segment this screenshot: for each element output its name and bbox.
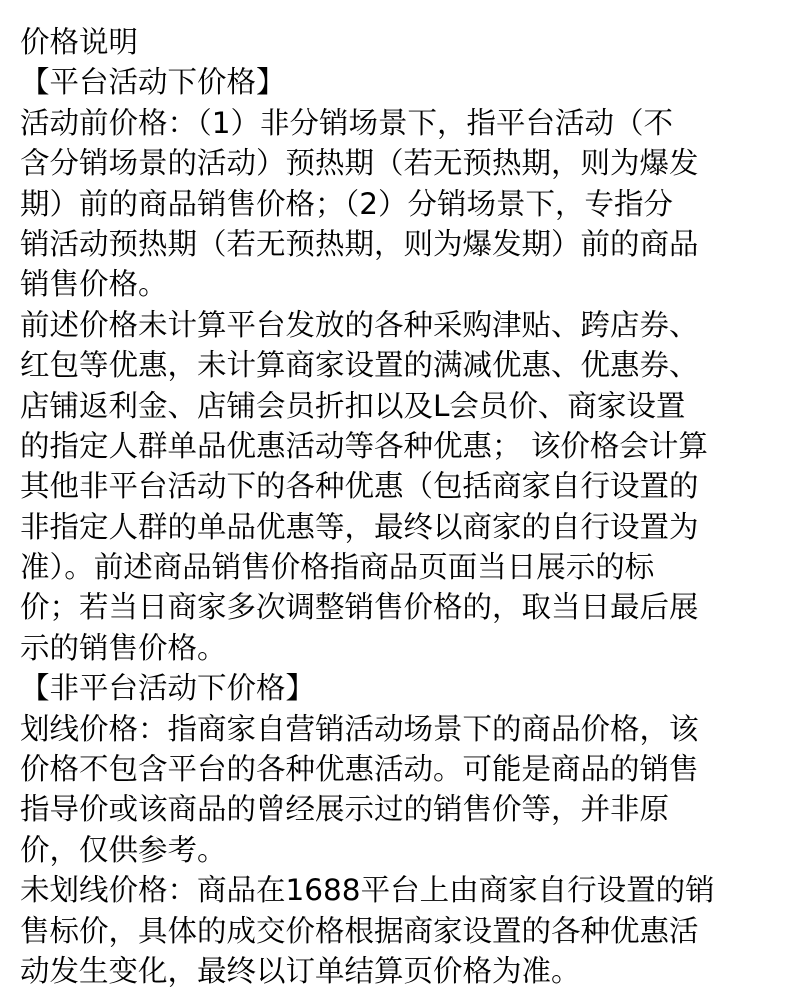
text-line: 含分销场景的活动）预热期（若无预热期，则为爆发	[20, 146, 699, 181]
text-line: 期）前的商品销售价格；（2）分销场景下，专指分	[20, 186, 674, 221]
text-line: 划线价格：指商家自营销活动场景下的商品价格，该	[20, 711, 699, 746]
paragraph-pre-activity-price	[20, 103, 772, 305]
text-line: 红包等优惠，未计算商家设置的满减优惠、优惠券、	[20, 348, 699, 383]
text-line: 准）。前述商品销售价格指商品页面当日展示的标	[20, 550, 655, 585]
text-line: 售标价，具体的成交价格根据商家设置的各种优惠活	[20, 913, 699, 948]
text-line: 未划线价格：商品在1688平台上由商家自行设置的销	[20, 873, 715, 908]
text-line: 活动前价格：（1）非分销场景下，指平台活动（不	[20, 105, 674, 140]
section-platform-activity-price	[20, 62, 772, 668]
text-line: 价格不包含平台的各种优惠活动。可能是商品的销售	[20, 752, 699, 787]
section-heading: 【非平台活动下价格】	[20, 671, 316, 706]
text-line: 店铺返利金、店铺会员折扣以及L会员价、商家设置	[20, 388, 686, 423]
text-line: 前述价格未计算平台发放的各种采购津贴、跨店券、	[20, 307, 699, 342]
document-title: 价格说明	[20, 25, 139, 59]
text-line: 销售价格。	[20, 267, 168, 302]
text-line: 指导价或该商品的曾经展示过的销售价等，并非原	[20, 792, 670, 827]
section-non-platform-activity-price	[20, 668, 772, 991]
text-line: 价；若当日商家多次调整销售价格的，取当日最后展	[20, 590, 699, 625]
text-line: 非指定人群的单品优惠等，最终以商家的自行设置为	[20, 509, 699, 544]
text-line: 其他非平台活动下的各种优惠（包括商家自行设置的	[20, 469, 699, 504]
text-line: 销活动预热期（若无预热期，则为爆发期）前的商品	[20, 226, 699, 261]
paragraph-price-calculation-note	[20, 305, 772, 669]
paragraph-strikethrough-price	[20, 709, 772, 871]
text-line: 示的销售价格。	[20, 630, 227, 665]
text-line: 价，仅供参考。	[20, 832, 227, 867]
paragraph-non-strikethrough-price	[20, 870, 772, 991]
text-line: 动发生变化，最终以订单结算页价格为准。	[20, 953, 581, 988]
text-line: 的指定人群单品优惠活动等各种优惠； 该价格会计算	[20, 428, 708, 463]
section-heading: 【平台活动下价格】	[20, 65, 286, 100]
